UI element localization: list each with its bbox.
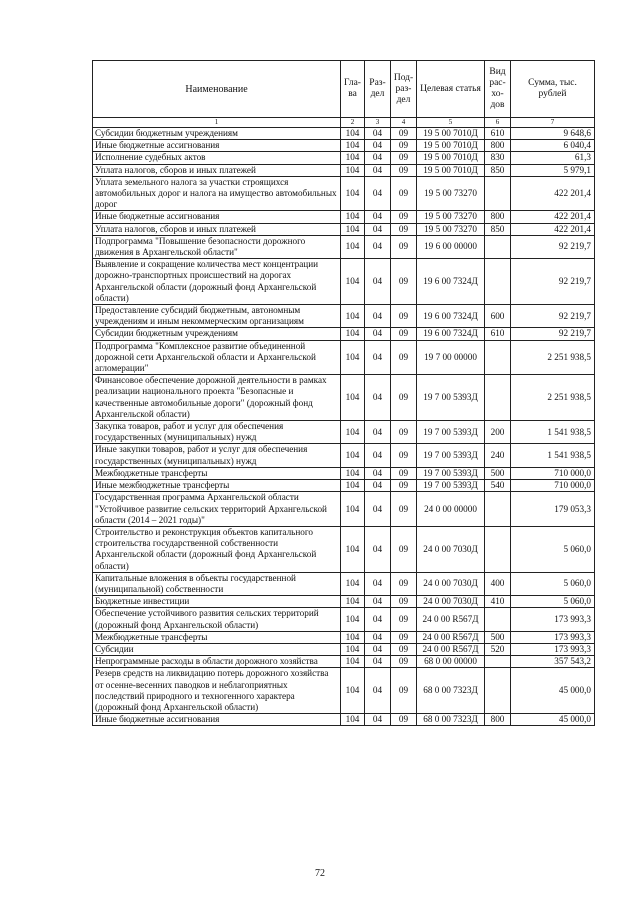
row-name: Межбюджетные трансферты: [93, 631, 341, 643]
row-glava: 104: [341, 526, 365, 572]
row-razdel: 04: [365, 643, 391, 655]
row-name: Выявление и сокращение количества мест концентрации дорожно-транспортных происшествий на дорогах Архангельской области (дорожный фонд Архангельской области): [93, 259, 341, 305]
row-statya: 24 0 00 R567Д: [417, 608, 485, 631]
row-razdel: 04: [365, 444, 391, 467]
budget-table: [92, 60, 595, 726]
row-razdel: 04: [365, 305, 391, 328]
row-vid: 610: [485, 128, 511, 140]
row-glava: 104: [341, 444, 365, 467]
row-statya: 24 0 00 R567Д: [417, 643, 485, 655]
table-row: [93, 480, 595, 492]
row-podrazdel: 09: [391, 656, 417, 668]
table-row: [93, 152, 595, 164]
row-razdel: 04: [365, 526, 391, 572]
table-row: [93, 444, 595, 467]
row-razdel: 04: [365, 656, 391, 668]
row-statya: 19 7 00 5393Д: [417, 444, 485, 467]
column-number: 5: [417, 118, 485, 128]
row-summa: 173 993,3: [511, 631, 595, 643]
row-name: Субсидии: [93, 643, 341, 655]
row-name: Уплата земельного налога за участки строящихся автомобильных дорог и налога на имущество автомобильных дорог: [93, 176, 341, 211]
row-summa: 45 000,0: [511, 714, 595, 726]
row-glava: 104: [341, 128, 365, 140]
row-glava: 104: [341, 328, 365, 340]
row-statya: 19 5 00 73270: [417, 211, 485, 223]
row-statya: 19 6 00 7324Д: [417, 305, 485, 328]
row-podrazdel: 09: [391, 211, 417, 223]
row-summa: 5 060,0: [511, 596, 595, 608]
row-vid: 600: [485, 305, 511, 328]
row-name: Иные бюджетные ассигнования: [93, 211, 341, 223]
row-summa: 92 219,7: [511, 305, 595, 328]
table-row: [93, 211, 595, 223]
row-razdel: 04: [365, 631, 391, 643]
row-statya: 24 0 00 7030Д: [417, 596, 485, 608]
row-name: Подпрограмма "Комплексное развитие объединенной дорожной сети Архангельской области и Архангельской агломерации": [93, 340, 341, 375]
row-podrazdel: 09: [391, 223, 417, 235]
row-name: Иные межбюджетные трансферты: [93, 480, 341, 492]
row-podrazdel: 09: [391, 572, 417, 595]
row-summa: 92 219,7: [511, 259, 595, 305]
row-podrazdel: 09: [391, 235, 417, 258]
row-vid: [485, 235, 511, 258]
row-summa: 422 201,4: [511, 223, 595, 235]
row-statya: 68 0 00 7323Д: [417, 668, 485, 714]
row-podrazdel: 09: [391, 305, 417, 328]
row-glava: 104: [341, 668, 365, 714]
row-statya: 19 5 00 73270: [417, 223, 485, 235]
row-name: Иные закупки товаров, работ и услуг для обеспечения государственных (муниципальных) нужд: [93, 444, 341, 467]
header-podrazdel: Под-раз-дел: [391, 61, 417, 118]
row-name: Субсидии бюджетным учреждениям: [93, 128, 341, 140]
row-vid: [485, 375, 511, 421]
row-summa: 61,3: [511, 152, 595, 164]
table-row: [93, 596, 595, 608]
row-glava: 104: [341, 467, 365, 479]
column-number-row: [93, 118, 595, 128]
row-statya: 68 0 00 7323Д: [417, 714, 485, 726]
row-vid: 850: [485, 164, 511, 176]
row-summa: 357 543,2: [511, 656, 595, 668]
row-razdel: 04: [365, 140, 391, 152]
row-razdel: 04: [365, 211, 391, 223]
row-statya: 19 5 00 7010Д: [417, 164, 485, 176]
table-row: [93, 176, 595, 211]
row-podrazdel: 09: [391, 444, 417, 467]
row-razdel: 04: [365, 492, 391, 527]
row-glava: 104: [341, 480, 365, 492]
column-number: 2: [341, 118, 365, 128]
row-podrazdel: 09: [391, 643, 417, 655]
table-row: [93, 259, 595, 305]
row-statya: 19 7 00 5393Д: [417, 467, 485, 479]
row-podrazdel: 09: [391, 526, 417, 572]
row-summa: 92 219,7: [511, 235, 595, 258]
row-name: Резерв средств на ликвидацию потерь дорожного хозяйства от осенне-весенних паводков и неблагоприятных последствий природного и техногенного характера (дорожный фонд Архангельской области): [93, 668, 341, 714]
row-glava: 104: [341, 140, 365, 152]
row-name: Исполнение судебных актов: [93, 152, 341, 164]
row-vid: 410: [485, 596, 511, 608]
row-summa: 710 000,0: [511, 467, 595, 479]
table-row: [93, 164, 595, 176]
table-row: [93, 235, 595, 258]
row-glava: 104: [341, 211, 365, 223]
row-podrazdel: 09: [391, 340, 417, 375]
row-name: Строительство и реконструкция объектов капитального строительства государственной собственности Архангельской области (дорожный фонд Архангельской области): [93, 526, 341, 572]
row-podrazdel: 09: [391, 176, 417, 211]
page-number: 72: [315, 868, 325, 879]
column-number: 3: [365, 118, 391, 128]
row-glava: 104: [341, 572, 365, 595]
row-razdel: 04: [365, 714, 391, 726]
row-summa: 2 251 938,5: [511, 375, 595, 421]
row-vid: 800: [485, 140, 511, 152]
row-summa: 179 053,3: [511, 492, 595, 527]
row-podrazdel: 09: [391, 480, 417, 492]
row-razdel: 04: [365, 176, 391, 211]
row-razdel: 04: [365, 259, 391, 305]
row-name: Иные бюджетные ассигнования: [93, 140, 341, 152]
row-summa: 710 000,0: [511, 480, 595, 492]
row-summa: 92 219,7: [511, 328, 595, 340]
row-name: Государственная программа Архангельской области "Устойчивое развитие сельских территорий Архангельской области (2014 – 2021 годы)": [93, 492, 341, 527]
row-summa: 45 000,0: [511, 668, 595, 714]
row-glava: 104: [341, 492, 365, 527]
row-vid: 520: [485, 643, 511, 655]
table-row: [93, 128, 595, 140]
table-row: [93, 668, 595, 714]
row-statya: 19 7 00 5393Д: [417, 421, 485, 444]
table-row: [93, 643, 595, 655]
table-row: [93, 340, 595, 375]
row-summa: 9 648,6: [511, 128, 595, 140]
row-summa: 2 251 938,5: [511, 340, 595, 375]
row-name: Финансовое обеспечение дорожной деятельности в рамках реализации национального проекта "Безопасные и качественные автомобильные дороги" (дорожный фонд Архангельской области): [93, 375, 341, 421]
row-vid: 850: [485, 223, 511, 235]
row-vid: [485, 176, 511, 211]
row-razdel: 04: [365, 668, 391, 714]
row-glava: 104: [341, 375, 365, 421]
row-name: Непрограммные расходы в области дорожного хозяйства: [93, 656, 341, 668]
row-razdel: 04: [365, 328, 391, 340]
table-body: [93, 128, 595, 726]
row-podrazdel: 09: [391, 259, 417, 305]
row-podrazdel: 09: [391, 668, 417, 714]
row-vid: 610: [485, 328, 511, 340]
row-summa: 173 993,3: [511, 643, 595, 655]
row-statya: 68 0 00 00000: [417, 656, 485, 668]
table-row: [93, 526, 595, 572]
row-glava: 104: [341, 223, 365, 235]
row-summa: 422 201,4: [511, 211, 595, 223]
row-statya: 24 0 00 00000: [417, 492, 485, 527]
header-statya: Целевая статья: [417, 61, 485, 118]
row-podrazdel: 09: [391, 467, 417, 479]
row-razdel: 04: [365, 128, 391, 140]
row-vid: [485, 492, 511, 527]
row-vid: 540: [485, 480, 511, 492]
row-podrazdel: 09: [391, 164, 417, 176]
row-vid: 240: [485, 444, 511, 467]
row-vid: 830: [485, 152, 511, 164]
row-glava: 104: [341, 259, 365, 305]
table-row: [93, 421, 595, 444]
row-vid: 200: [485, 421, 511, 444]
row-razdel: 04: [365, 421, 391, 444]
header-summa: Сумма, тыс. рублей: [511, 61, 595, 118]
table-row: [93, 375, 595, 421]
row-razdel: 04: [365, 596, 391, 608]
row-razdel: 04: [365, 572, 391, 595]
row-vid: [485, 340, 511, 375]
row-name: Субсидии бюджетным учреждениям: [93, 328, 341, 340]
row-vid: 400: [485, 572, 511, 595]
header-glava: Гла-ва: [341, 61, 365, 118]
row-glava: 104: [341, 608, 365, 631]
header-name: Наименование: [93, 61, 341, 118]
row-podrazdel: 09: [391, 140, 417, 152]
row-vid: [485, 608, 511, 631]
row-name: Иные бюджетные ассигнования: [93, 714, 341, 726]
row-name: Подпрограмма "Повышение безопасности дорожного движения в Архангельской области": [93, 235, 341, 258]
row-vid: [485, 668, 511, 714]
row-glava: 104: [341, 421, 365, 444]
row-name: Бюджетные инвестиции: [93, 596, 341, 608]
row-glava: 104: [341, 152, 365, 164]
row-vid: 800: [485, 211, 511, 223]
row-glava: 104: [341, 176, 365, 211]
row-statya: 24 0 00 7030Д: [417, 572, 485, 595]
row-statya: 19 5 00 73270: [417, 176, 485, 211]
table-header-row: [93, 61, 595, 118]
row-glava: 104: [341, 596, 365, 608]
row-razdel: 04: [365, 223, 391, 235]
header-razdel: Раз-дел: [365, 61, 391, 118]
row-vid: 500: [485, 631, 511, 643]
row-summa: 422 201,4: [511, 176, 595, 211]
column-number: 1: [93, 118, 341, 128]
row-podrazdel: 09: [391, 492, 417, 527]
row-razdel: 04: [365, 152, 391, 164]
table-row: [93, 492, 595, 527]
row-name: Закупка товаров, работ и услуг для обеспечения государственных (муниципальных) нужд: [93, 421, 341, 444]
row-summa: 5 979,1: [511, 164, 595, 176]
row-statya: 19 7 00 00000: [417, 340, 485, 375]
row-razdel: 04: [365, 608, 391, 631]
table-row: [93, 631, 595, 643]
row-vid: [485, 259, 511, 305]
column-number: 7: [511, 118, 595, 128]
column-number: 4: [391, 118, 417, 128]
row-podrazdel: 09: [391, 631, 417, 643]
row-name: Обеспечение устойчивого развития сельских территорий (дорожный фонд Архангельской области): [93, 608, 341, 631]
row-summa: 5 060,0: [511, 526, 595, 572]
row-glava: 104: [341, 656, 365, 668]
row-razdel: 04: [365, 375, 391, 421]
row-glava: 104: [341, 305, 365, 328]
row-podrazdel: 09: [391, 328, 417, 340]
row-statya: 24 0 00 7030Д: [417, 526, 485, 572]
row-podrazdel: 09: [391, 596, 417, 608]
row-glava: 104: [341, 235, 365, 258]
row-statya: 19 6 00 00000: [417, 235, 485, 258]
table-row: [93, 608, 595, 631]
column-number: 6: [485, 118, 511, 128]
row-statya: 19 7 00 5393Д: [417, 480, 485, 492]
row-podrazdel: 09: [391, 128, 417, 140]
row-glava: 104: [341, 164, 365, 176]
row-name: Капитальные вложения в объекты государственной (муниципальной) собственности: [93, 572, 341, 595]
row-razdel: 04: [365, 340, 391, 375]
row-summa: 1 541 938,5: [511, 444, 595, 467]
table-row: [93, 714, 595, 726]
row-summa: 1 541 938,5: [511, 421, 595, 444]
row-summa: 173 993,3: [511, 608, 595, 631]
row-name: Предоставление субсидий бюджетным, автономным учреждениям и иным некоммерческим организациям: [93, 305, 341, 328]
row-name: Межбюджетные трансферты: [93, 467, 341, 479]
row-razdel: 04: [365, 164, 391, 176]
row-glava: 104: [341, 631, 365, 643]
table-row: [93, 328, 595, 340]
row-podrazdel: 09: [391, 608, 417, 631]
row-glava: 104: [341, 714, 365, 726]
row-statya: 19 5 00 7010Д: [417, 140, 485, 152]
row-vid: [485, 526, 511, 572]
row-podrazdel: 09: [391, 152, 417, 164]
row-summa: 5 060,0: [511, 572, 595, 595]
table-row: [93, 140, 595, 152]
row-razdel: 04: [365, 467, 391, 479]
row-statya: 19 5 00 7010Д: [417, 152, 485, 164]
row-summa: 6 040,4: [511, 140, 595, 152]
table-row: [93, 572, 595, 595]
row-razdel: 04: [365, 480, 391, 492]
row-vid: 500: [485, 467, 511, 479]
row-podrazdel: 09: [391, 421, 417, 444]
row-statya: 19 6 00 7324Д: [417, 328, 485, 340]
row-glava: 104: [341, 340, 365, 375]
row-name: Уплата налогов, сборов и иных платежей: [93, 164, 341, 176]
row-statya: 19 7 00 5393Д: [417, 375, 485, 421]
row-glava: 104: [341, 643, 365, 655]
row-podrazdel: 09: [391, 375, 417, 421]
row-vid: 800: [485, 714, 511, 726]
table-row: [93, 467, 595, 479]
row-statya: 19 5 00 7010Д: [417, 128, 485, 140]
table-row: [93, 223, 595, 235]
row-vid: [485, 656, 511, 668]
row-podrazdel: 09: [391, 714, 417, 726]
budget-table-container: [92, 60, 594, 726]
row-statya: 24 0 00 R567Д: [417, 631, 485, 643]
row-statya: 19 6 00 7324Д: [417, 259, 485, 305]
table-row: [93, 656, 595, 668]
row-name: Уплата налогов, сборов и иных платежей: [93, 223, 341, 235]
header-vid: Вид рас-хо-дов: [485, 61, 511, 118]
row-razdel: 04: [365, 235, 391, 258]
table-row: [93, 305, 595, 328]
